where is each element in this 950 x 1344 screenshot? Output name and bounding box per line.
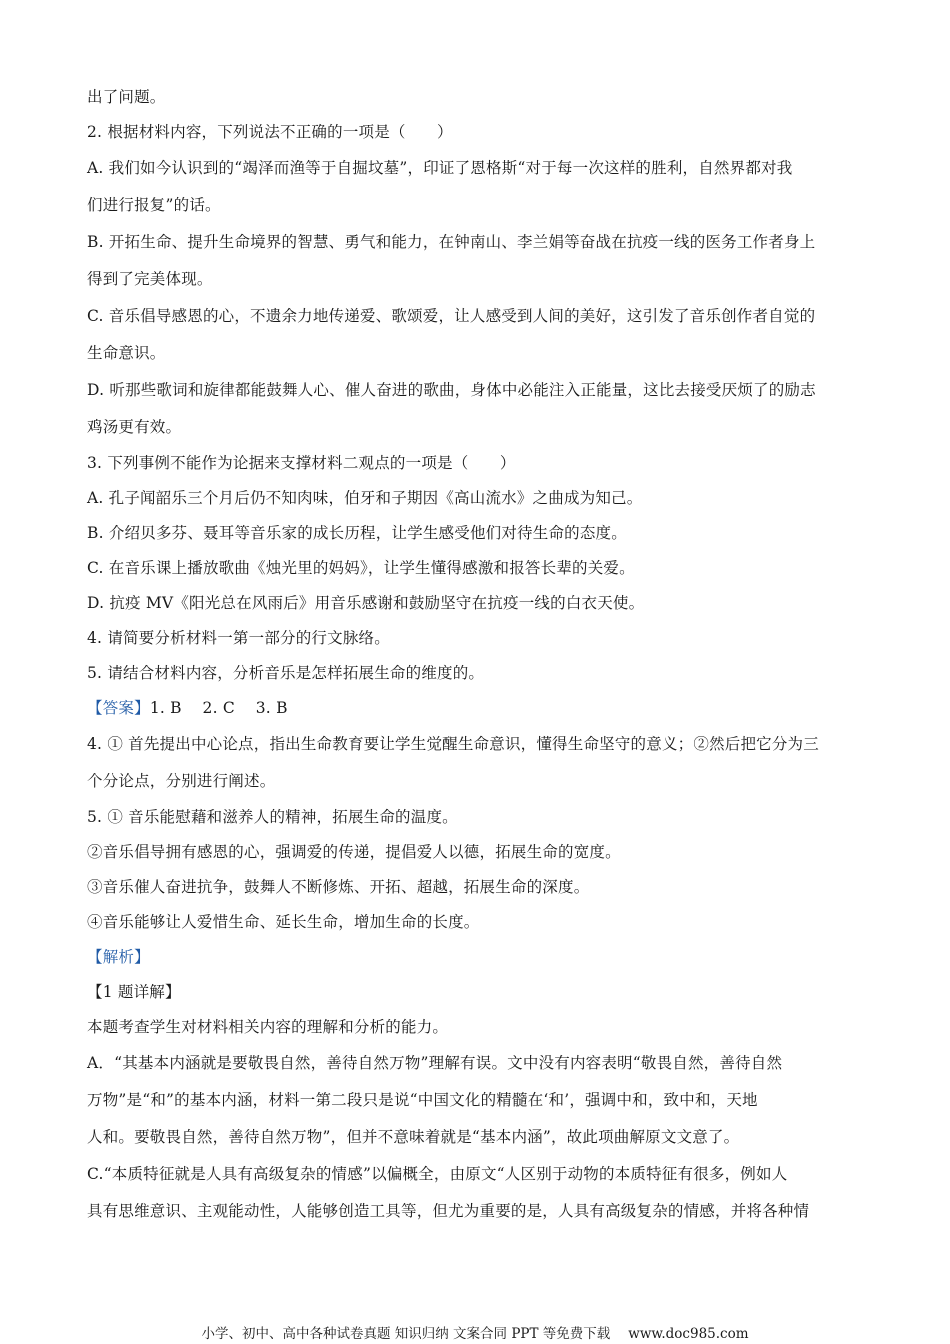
option-3d: D. 抗疫 MV《阳光总在风雨后》用音乐感谢和鼓励坚守在抗疫一线的白衣天使。: [87, 594, 645, 612]
answer-5: 5. ① 音乐能慰藉和滋养人的精神，拓展生命的温度。: [87, 808, 458, 826]
question-3: 3. 下列事例不能作为论据来支撑材料二观点的一项是（ ）: [87, 454, 516, 472]
document-body: [87, 80, 867, 1230]
answer-4-cont: 个分论点，分别进行阐述。: [87, 772, 276, 790]
answer-tag: 【答案】: [87, 699, 150, 717]
option-2a: A. 我们如今认识到的“竭泽而渔等于自掘坟墓”，印证了恩格斯“对于每一次这样的胜利，自然界都对我: [87, 159, 793, 177]
option-2d-cont: 鸡汤更有效。: [87, 418, 182, 436]
option-2a-cont: 们进行报复”的话。: [87, 196, 221, 214]
analysis-line: 本题考查学生对材料相关内容的理解和分析的能力。: [87, 1018, 449, 1036]
text-line: 出了问题。: [87, 88, 166, 106]
analysis-heading: [87, 940, 867, 975]
option-3c: C. 在音乐课上播放歌曲《烛光里的妈妈》，让学生懂得感激和报答长辈的关爱。: [87, 559, 635, 577]
analysis-line: C.“本质特征就是人具有高级复杂的情感”以偏概全，由原文“人区别于动物的本质特征有很多，例如人: [87, 1165, 788, 1183]
page-footer: [0, 1322, 950, 1342]
question-5: 5. 请结合材料内容，分析音乐是怎样拓展生命的维度的。: [87, 664, 485, 682]
option-2d: D. 听那些歌词和旋律都能鼓舞人心、催人奋进的歌曲，身体中必能注入正能量，这比去接受厌烦了的励志: [87, 381, 816, 399]
answer-4: 4. ① 首先提出中心论点，指出生命教育要让学生觉醒生命意识，懂得生命坚守的意义；②然后把它分为三: [87, 735, 819, 753]
question-4: 4. 请简要分析材料一第一部分的行文脉络。: [87, 629, 390, 647]
option-2c-cont: 生命意识。: [87, 344, 166, 362]
analysis-line: A．“其基本内涵就是要敬畏自然，善待自然万物”理解有误。文中没有内容表明“敬畏自然，善待自然: [87, 1054, 783, 1072]
analysis-line: 具有思维意识、主观能动性，人能够创造工具等，但尤为重要的是，人具有高级复杂的情感，并将各种情: [87, 1202, 810, 1220]
footer-link[interactable]: www.doc985.com: [628, 1326, 749, 1342]
answer-5-point-3: ③音乐催人奋进抗争，鼓舞人不断修炼、开拓、超越，拓展生命的深度。: [87, 878, 590, 896]
option-2c: C. 音乐倡导感恩的心，不遗余力地传递爱、歌颂爱，让人感受到人间的美好，这引发了音乐创作者自觉的: [87, 307, 816, 325]
answer-line: [87, 691, 867, 726]
answer-text: 1. B 2. C 3. B: [149, 699, 288, 717]
answer-5-point-4: ④音乐能够让人爱惜生命、延长生命，增加生命的长度。: [87, 913, 480, 931]
analysis-line: 万物”是“和”的基本内涵，材料一第二段只是说“中国文化的精髓在‘和’，强调中和，致中和，天地: [87, 1091, 758, 1109]
footer-text: 小学、初中、高中各种试卷真题 知识归纳 文案合同 PPT 等免费下载: [201, 1326, 611, 1342]
option-2b-cont: 得到了完美体现。: [87, 270, 213, 288]
option-2b: B. 开拓生命、提升生命境界的智慧、勇气和能力，在钟南山、李兰娟等奋战在抗疫一线的医务工作者身上: [87, 233, 816, 251]
option-3a: A. 孔子闻韶乐三个月后仍不知肉味，伯牙和子期因《高山流水》之曲成为知己。: [87, 489, 643, 507]
option-3b: B. 介绍贝多芬、聂耳等音乐家的成长历程，让学生感受他们对待生命的态度。: [87, 524, 627, 542]
analysis-line: 人和。要敬畏自然，善待自然万物”，但并不意味着就是“基本内涵”，故此项曲解原文文意了。: [87, 1128, 740, 1146]
answer-5-point-2: ②音乐倡导拥有感恩的心，强调爱的传递，提倡爱人以德，拓展生命的宽度。: [87, 843, 621, 861]
question-2: 2. 根据材料内容，下列说法不正确的一项是（ ）: [87, 123, 453, 141]
analysis-subheading: 【1 题详解】: [87, 983, 181, 1001]
analysis-tag: 【解析】: [87, 948, 150, 966]
